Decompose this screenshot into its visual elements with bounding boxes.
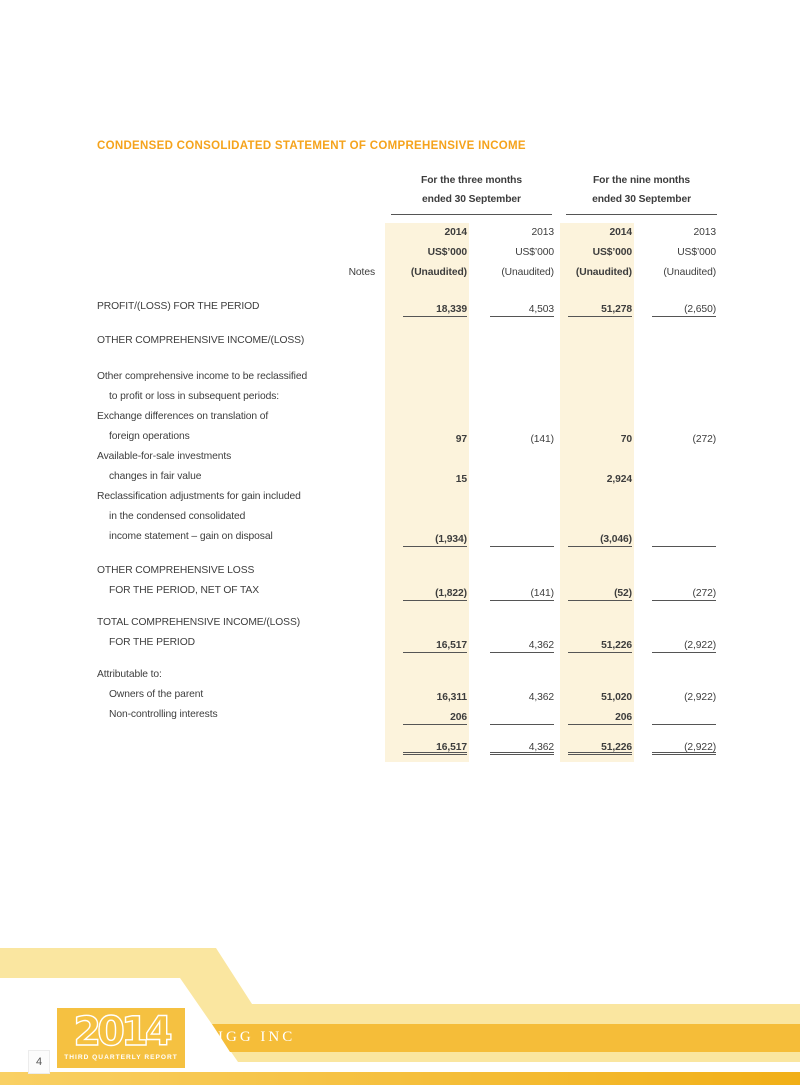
value-2014-3m: 16,311 <box>436 692 467 703</box>
value-2013-3m: (141) <box>490 586 554 601</box>
spacer-row <box>97 547 717 561</box>
row-label: FOR THE PERIOD, NET OF TAX <box>109 585 259 596</box>
logo-year-graphic <box>57 1008 185 1052</box>
spacer-row <box>97 725 717 735</box>
row-non-controlling-interests <box>97 705 717 725</box>
spacer-row <box>97 351 717 367</box>
notes-column-label: Notes <box>348 267 375 278</box>
row-label: income statement – gain on disposal <box>109 531 273 542</box>
group-header-line1: For the three months <box>421 175 522 186</box>
col-audit: (Unaudited) <box>385 263 469 283</box>
value-2013-9m: (272) <box>652 586 716 601</box>
value-2014-3m: 97 <box>455 434 467 445</box>
col-year: 2014 <box>385 223 469 243</box>
row-label: Attributable to: <box>97 669 162 680</box>
row-total-comprehensive-income <box>97 613 717 653</box>
spacer-row <box>97 653 717 665</box>
col-audit: (Unaudited) <box>560 263 634 283</box>
value-2013-9m <box>652 472 716 487</box>
value-2014-3m: 16,517 <box>403 740 467 755</box>
value-2013-3m: (141) <box>530 434 555 445</box>
row-label: OTHER COMPREHENSIVE INCOME/(LOSS) <box>97 335 305 346</box>
value-2014-9m: 206 <box>568 710 632 725</box>
report-logo <box>57 1008 185 1068</box>
group-header-line2: ended 30 September <box>592 194 691 205</box>
row-label: Owners of the parent <box>109 689 204 700</box>
value-2013-9m: (2,650) <box>652 302 716 317</box>
value-2014-3m: 18,339 <box>403 302 467 317</box>
value-2013-3m <box>490 472 554 487</box>
col-year: 2014 <box>560 223 634 243</box>
row-label: in the condensed consolidated <box>109 511 246 522</box>
value-2013-3m: 4,362 <box>528 692 555 703</box>
company-name: IGG INC <box>218 1029 296 1045</box>
value-2013-9m: (2,922) <box>652 740 716 755</box>
footer-bottom-strip <box>0 1072 800 1085</box>
value-2014-9m: (52) <box>568 586 632 601</box>
value-2013-9m: (2,922) <box>652 638 716 653</box>
group-header-nine-months <box>566 171 717 215</box>
value-2013-3m <box>490 710 554 725</box>
value-2014-9m: 51,226 <box>568 740 632 755</box>
row-label: OTHER COMPREHENSIVE LOSS <box>97 565 255 576</box>
value-2013-9m <box>652 710 716 725</box>
value-2014-9m: (3,046) <box>568 532 632 547</box>
year-header-row <box>97 223 717 243</box>
value-2014-9m: 70 <box>620 434 633 445</box>
page-footer <box>0 948 800 1085</box>
value-2014-3m: (1,934) <box>403 532 467 547</box>
row-label: Exchange differences on translation of <box>97 411 269 422</box>
spacer-row <box>97 317 717 331</box>
row-reclassified-heading <box>97 367 717 407</box>
col-audit: (Unaudited) <box>501 267 555 278</box>
statement-table-container <box>97 171 717 762</box>
value-2013-3m <box>490 532 554 547</box>
row-label: FOR THE PERIOD <box>109 637 195 648</box>
value-2014-3m: 15 <box>455 474 467 485</box>
statement-title: CONDENSED CONSOLIDATED STATEMENT OF COMPREHENSIVE INCOME <box>97 140 526 152</box>
row-label: Available-for-sale investments <box>97 451 232 462</box>
row-available-for-sale <box>97 447 717 487</box>
value-2014-9m: 51,226 <box>568 638 632 653</box>
row-label: TOTAL COMPREHENSIVE INCOME/(LOSS) <box>97 617 301 628</box>
footer-gold-bar <box>212 1024 800 1052</box>
currency-header-row <box>97 243 717 263</box>
col-currency: US$’000 <box>560 243 634 263</box>
row-attributable-to <box>97 665 717 685</box>
value-2013-3m: 4,362 <box>490 638 554 653</box>
group-header-line2: ended 30 September <box>422 194 521 205</box>
col-currency: US$’000 <box>677 247 717 258</box>
logo-year-text: 2014 <box>73 1009 169 1052</box>
audit-header-row <box>97 263 717 283</box>
col-currency: US$’000 <box>385 243 469 263</box>
value-2014-3m: 16,517 <box>403 638 467 653</box>
value-2014-9m: 2,924 <box>606 474 633 485</box>
row-label: Other comprehensive income to be reclassified <box>97 371 308 382</box>
col-audit: (Unaudited) <box>663 267 717 278</box>
row-label: changes in fair value <box>109 471 202 482</box>
page-number: 4 <box>28 1050 50 1074</box>
row-label: Reclassification adjustments for gain included <box>97 491 301 502</box>
row-reclassification-adjustments <box>97 487 717 547</box>
statement-table <box>97 171 717 762</box>
row-label: foreign operations <box>109 431 190 442</box>
column-group-header-row <box>97 171 717 215</box>
row-label: to profit or loss in subsequent periods: <box>109 391 280 402</box>
spacer-row <box>97 283 717 297</box>
value-2013-9m: (272) <box>692 434 717 445</box>
row-owners-of-parent <box>97 685 717 705</box>
group-header-line1: For the nine months <box>592 175 691 186</box>
row-other-comprehensive-income-heading <box>97 331 717 351</box>
col-year: 2013 <box>693 227 717 238</box>
value-2014-9m: 51,278 <box>568 302 632 317</box>
spacer-row <box>97 215 717 223</box>
row-label: Non-controlling interests <box>109 709 218 720</box>
row-other-comprehensive-loss-net <box>97 561 717 601</box>
value-2013-9m <box>652 532 716 547</box>
value-2014-3m: (1,822) <box>403 586 467 601</box>
value-2014-3m: 206 <box>403 710 467 725</box>
value-2013-3m: 4,362 <box>490 740 554 755</box>
group-header-three-months <box>391 171 552 215</box>
spacer-row <box>97 601 717 613</box>
col-year: 2013 <box>531 227 555 238</box>
value-2013-9m: (2,922) <box>684 692 717 703</box>
row-grand-total <box>97 735 717 762</box>
col-currency: US$’000 <box>515 247 555 258</box>
row-profit-loss-for-period <box>97 297 717 317</box>
value-2013-3m: 4,503 <box>490 302 554 317</box>
value-2014-9m: 51,020 <box>601 692 633 703</box>
row-exchange-differences <box>97 407 717 447</box>
row-label: PROFIT/(LOSS) FOR THE PERIOD <box>97 301 260 312</box>
logo-subtitle: THIRD QUARTERLY REPORT <box>64 1054 178 1061</box>
